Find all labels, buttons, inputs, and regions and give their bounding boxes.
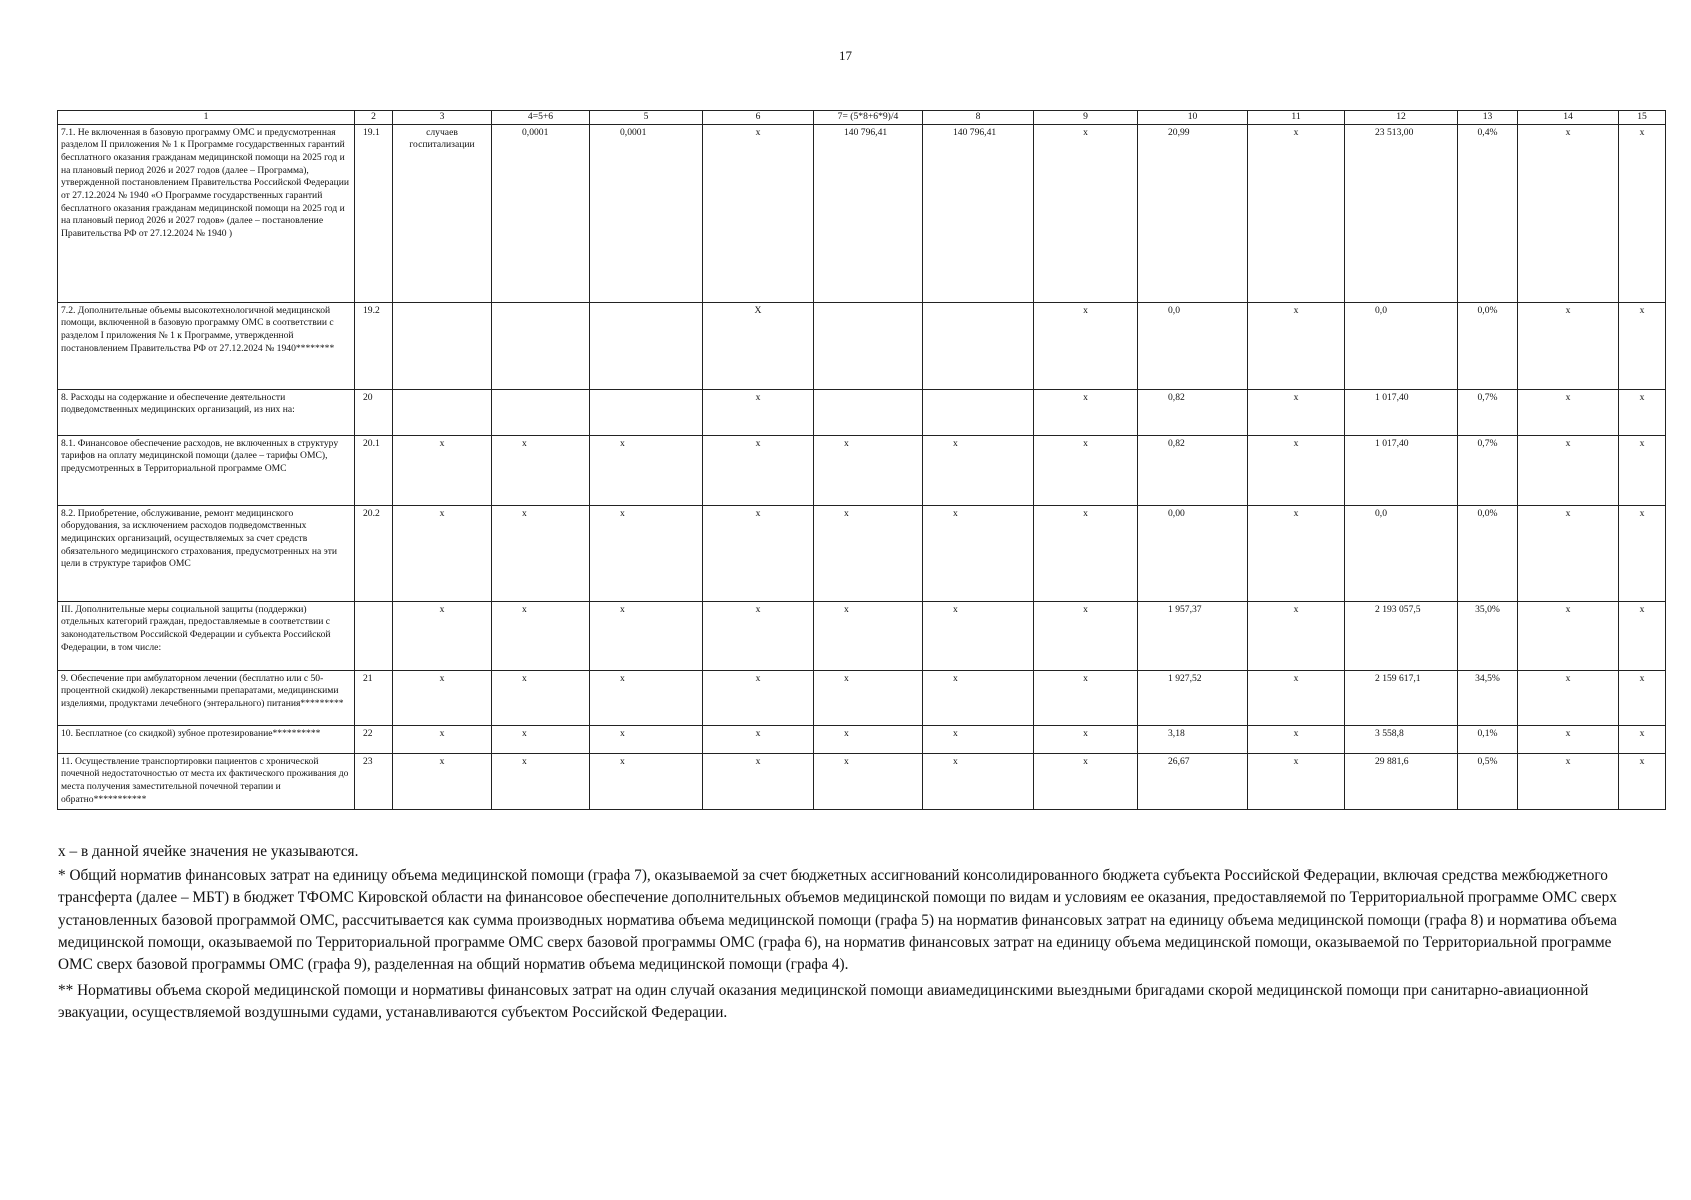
- row-title-cell: III. Дополнительные меры социальной защиты (поддержки) отдельных категорий граждан, предоставляемые в соответствии с законодательством Российской Федерации и субъекта Российской Федерации, в том числе:: [58, 601, 355, 670]
- row-code-cell: 19.2: [355, 302, 393, 389]
- table-cell: x: [1619, 601, 1666, 670]
- column-header: 11: [1248, 111, 1345, 125]
- table-cell: x: [393, 601, 492, 670]
- table-cell: x: [1248, 753, 1345, 809]
- column-header: 14: [1518, 111, 1619, 125]
- table-cell: x: [1619, 302, 1666, 389]
- table-cell: x: [1518, 302, 1619, 389]
- table-cell: x: [393, 505, 492, 601]
- table-cell: x: [1619, 753, 1666, 809]
- table-cell: x: [814, 435, 923, 505]
- table-cell: x: [590, 601, 703, 670]
- column-header: 8: [923, 111, 1034, 125]
- table-cell: x: [1248, 505, 1345, 601]
- table-cell: x: [814, 753, 923, 809]
- table-cell: 0,0001: [492, 124, 590, 302]
- row-code-cell: 21: [355, 670, 393, 725]
- table-cell: x: [1248, 435, 1345, 505]
- table-cell: x: [923, 725, 1034, 753]
- column-header: 12: [1345, 111, 1458, 125]
- column-header: 15: [1619, 111, 1666, 125]
- table-cell: 0,0: [1345, 505, 1458, 601]
- row-title-cell: 9. Обеспечение при амбулаторном лечении (бесплатно или с 50-процентной скидкой) лекарственными препаратами, медицинскими изделиями, продуктами лечебного (энтерального) питания*********: [58, 670, 355, 725]
- column-header: 6: [703, 111, 814, 125]
- table-cell: 23 513,00: [1345, 124, 1458, 302]
- footnote-2: ** Нормативы объема скорой медицинской помощи и нормативы финансовых затрат на один случай оказания медицинской помощи авиамедицинскими выездными бригадами скорой медицинской помощи при санитарно-авиационной эвакуации, осуществляемой воздушными судами, устанавливаются субъектом Российской Федерации.: [58, 982, 1589, 1022]
- table-cell: x: [590, 435, 703, 505]
- table-cell: x: [923, 435, 1034, 505]
- table-cell: x: [923, 505, 1034, 601]
- table-row: [58, 302, 1666, 389]
- table-cell: [393, 389, 492, 435]
- table-cell: x: [1034, 435, 1138, 505]
- table-cell: [814, 302, 923, 389]
- table-cell: 1 957,37: [1138, 601, 1248, 670]
- table-cell: x: [703, 670, 814, 725]
- table-cell: x: [703, 725, 814, 753]
- table-cell: [492, 302, 590, 389]
- row-title-cell: 7.2. Дополнительные объемы высокотехнологичной медицинской помощи, включенной в базовую программу ОМС в соответствии с разделом I приложения № 1 к Программе, утвержденной постановлением Правительства РФ от 27.12.2024 № 1940********: [58, 302, 355, 389]
- table-cell: x: [590, 505, 703, 601]
- table-cell: 26,67: [1138, 753, 1248, 809]
- table-cell: x: [492, 670, 590, 725]
- column-header: 9: [1034, 111, 1138, 125]
- row-title-cell: 7.1. Не включенная в базовую программу ОМС и предусмотренная разделом II приложения № 1 к Программе государственных гарантий бесплатного оказания гражданам медицинской помощи на 2025 год и на плановый период 2026 и 2027 годов (далее – Программа), утвержденной постановлением Правительства Российской Федерации от 27.12.2024 № 1940 «О Программе государственных гарантий бесплатного оказания гражданам медицинской помощи на 2025 год и на плановый период 2026 и 2027 годов» (далее – постановление Правительства РФ от 27.12.2024 № 1940 ): [58, 124, 355, 302]
- table-cell: x: [1248, 302, 1345, 389]
- table-cell: [393, 302, 492, 389]
- table-cell: x: [1248, 601, 1345, 670]
- table-cell: x: [703, 753, 814, 809]
- table-cell: x: [1619, 670, 1666, 725]
- table-cell: x: [590, 753, 703, 809]
- table-cell: x: [703, 435, 814, 505]
- table-cell: 0,0%: [1458, 505, 1518, 601]
- row-title-cell: 11. Осуществление транспортировки пациентов с хронической почечной недостаточностью от места их фактического проживания до места получения заместительной почечной терапии и обратно***********: [58, 753, 355, 809]
- table-cell: x: [814, 505, 923, 601]
- table-cell: x: [1619, 505, 1666, 601]
- table-cell: 140 796,41: [814, 124, 923, 302]
- table-row: [58, 435, 1666, 505]
- table-cell: x: [1518, 124, 1619, 302]
- table-cell: x: [703, 389, 814, 435]
- table-cell: x: [492, 753, 590, 809]
- table-cell: 0,0: [1138, 302, 1248, 389]
- table-row: [58, 753, 1666, 809]
- table-cell: 20,99: [1138, 124, 1248, 302]
- norms-table: [57, 110, 1666, 810]
- table-cell: x: [814, 670, 923, 725]
- table-row: [58, 389, 1666, 435]
- column-header: 2: [355, 111, 393, 125]
- footnote-legend: x – в данной ячейке значения не указываются.: [58, 843, 359, 860]
- table-cell: x: [1518, 670, 1619, 725]
- table-cell: x: [393, 753, 492, 809]
- table-cell: 0,4%: [1458, 124, 1518, 302]
- table-cell: x: [923, 753, 1034, 809]
- table-cell: x: [703, 601, 814, 670]
- table-cell: [923, 389, 1034, 435]
- table-cell: x: [1518, 725, 1619, 753]
- table-cell: 34,5%: [1458, 670, 1518, 725]
- row-code-cell: 20.2: [355, 505, 393, 601]
- table-cell: x: [1248, 670, 1345, 725]
- table-cell: 0,82: [1138, 389, 1248, 435]
- table-row: [58, 124, 1666, 302]
- row-code-cell: 20.1: [355, 435, 393, 505]
- table-cell: x: [1619, 124, 1666, 302]
- table-cell: 35,0%: [1458, 601, 1518, 670]
- table-cell: 2 159 617,1: [1345, 670, 1458, 725]
- table-cell: x: [923, 670, 1034, 725]
- table-cell: x: [703, 505, 814, 601]
- table-cell: x: [1034, 670, 1138, 725]
- table-cell: x: [1248, 389, 1345, 435]
- table-cell: 0,1%: [1458, 725, 1518, 753]
- table-cell: [923, 302, 1034, 389]
- row-title-cell: 10. Бесплатное (со скидкой) зубное протезирование**********: [58, 725, 355, 753]
- table-cell: 3,18: [1138, 725, 1248, 753]
- table-cell: 1 017,40: [1345, 389, 1458, 435]
- table-cell: x: [1034, 505, 1138, 601]
- table-cell: x: [393, 435, 492, 505]
- table-cell: x: [590, 670, 703, 725]
- column-header: 1: [58, 111, 355, 125]
- table-cell: x: [1034, 302, 1138, 389]
- row-title-cell: 8.1. Финансовое обеспечение расходов, не включенных в структуру тарифов на оплату медицинской помощи (далее – тарифы ОМС), предусмотренных в Территориальной программе ОМС: [58, 435, 355, 505]
- table-cell: x: [492, 601, 590, 670]
- table-cell: x: [1518, 753, 1619, 809]
- table-cell: x: [1518, 435, 1619, 505]
- table-cell: 1 927,52: [1138, 670, 1248, 725]
- header-row: [58, 111, 1666, 125]
- table-row: [58, 670, 1666, 725]
- table-cell: x: [492, 505, 590, 601]
- row-code-cell: [355, 601, 393, 670]
- table-cell: [590, 389, 703, 435]
- table-cell: [590, 302, 703, 389]
- table-cell: 0,7%: [1458, 435, 1518, 505]
- table-cell: x: [1518, 505, 1619, 601]
- table-cell: 0,82: [1138, 435, 1248, 505]
- table-cell: X: [703, 302, 814, 389]
- table-cell: [492, 389, 590, 435]
- table-cell: 3 558,8: [1345, 725, 1458, 753]
- table-cell: x: [1518, 389, 1619, 435]
- column-header: 10: [1138, 111, 1248, 125]
- table-cell: x: [492, 725, 590, 753]
- table-cell: x: [1518, 601, 1619, 670]
- footnote-1: * Общий норматив финансовых затрат на единицу объема медицинской помощи (графа 7), оказываемой за счет бюджетных ассигнований консолидированного бюджета субъекта Российской Федерации, включая средства межбюджетного трансферта (далее – МБТ) в бюджет ТФОМС Кировской области на финансовое обеспечение дополнительных объемов медицинской помощи по видам и условиям ее оказания, предоставляемой по Территориальной программе ОМС сверх установленных базовой программой ОМС, рассчитывается как сумма производных норматива объема медицинской помощи (графа 5) на норматив финансовых затрат на единицу объема медицинской помощи (графа 8) и норматива объема медицинской помощи, оказываемой по Территориальной программе ОМС сверх базовой программы ОМС (графа 6), на норматив финансовых затрат на единицу объема медицинской помощи, оказываемой по Территориальной программе ОМС сверх базовой программы ОМС (графа 9), разделенная на общий норматив объема медицинской помощи (графа 4).: [58, 867, 1617, 973]
- table-cell: x: [1248, 725, 1345, 753]
- table-cell: 140 796,41: [923, 124, 1034, 302]
- table-cell: случаев госпитализации: [393, 124, 492, 302]
- row-code-cell: 22: [355, 725, 393, 753]
- footnotes: [58, 841, 1648, 1028]
- row-code-cell: 20: [355, 389, 393, 435]
- column-header: 13: [1458, 111, 1518, 125]
- table-row: [58, 505, 1666, 601]
- table-cell: x: [1619, 435, 1666, 505]
- column-header: 7= (5*8+6*9)/4: [814, 111, 923, 125]
- table-cell: x: [1034, 725, 1138, 753]
- table-cell: 0,0001: [590, 124, 703, 302]
- column-header: 5: [590, 111, 703, 125]
- table-cell: 0,5%: [1458, 753, 1518, 809]
- column-header: 4=5+6: [492, 111, 590, 125]
- table-cell: x: [1034, 601, 1138, 670]
- table-cell: [814, 389, 923, 435]
- table-cell: x: [590, 725, 703, 753]
- table-cell: 0,7%: [1458, 389, 1518, 435]
- table-cell: 0,0: [1345, 302, 1458, 389]
- table-cell: x: [1248, 124, 1345, 302]
- row-code-cell: 23: [355, 753, 393, 809]
- table-cell: x: [1619, 389, 1666, 435]
- table-cell: x: [923, 601, 1034, 670]
- table-cell: 2 193 057,5: [1345, 601, 1458, 670]
- table-cell: x: [814, 601, 923, 670]
- row-title-cell: 8.2. Приобретение, обслуживание, ремонт медицинского оборудования, за исключением расходов подведомственных медицинских организаций, осуществляемых за счет средств обязательного медицинского страхования, предусмотренных на эти цели в структуре тарифов ОМС: [58, 505, 355, 601]
- table-cell: x: [814, 725, 923, 753]
- table-cell: x: [393, 725, 492, 753]
- table-row: [58, 601, 1666, 670]
- table-cell: x: [492, 435, 590, 505]
- table-cell: 0,0%: [1458, 302, 1518, 389]
- table-cell: x: [1619, 725, 1666, 753]
- table-cell: x: [1034, 753, 1138, 809]
- table-row: [58, 725, 1666, 753]
- table-cell: 29 881,6: [1345, 753, 1458, 809]
- table-cell: 0,00: [1138, 505, 1248, 601]
- column-header: 3: [393, 111, 492, 125]
- table-cell: x: [1034, 389, 1138, 435]
- row-title-cell: 8. Расходы на содержание и обеспечение деятельности подведомственных медицинских организаций, из них на:: [58, 389, 355, 435]
- table-cell: x: [703, 124, 814, 302]
- page-number: 17: [839, 48, 852, 63]
- table-cell: x: [393, 670, 492, 725]
- row-code-cell: 19.1: [355, 124, 393, 302]
- table-cell: 1 017,40: [1345, 435, 1458, 505]
- table-cell: x: [1034, 124, 1138, 302]
